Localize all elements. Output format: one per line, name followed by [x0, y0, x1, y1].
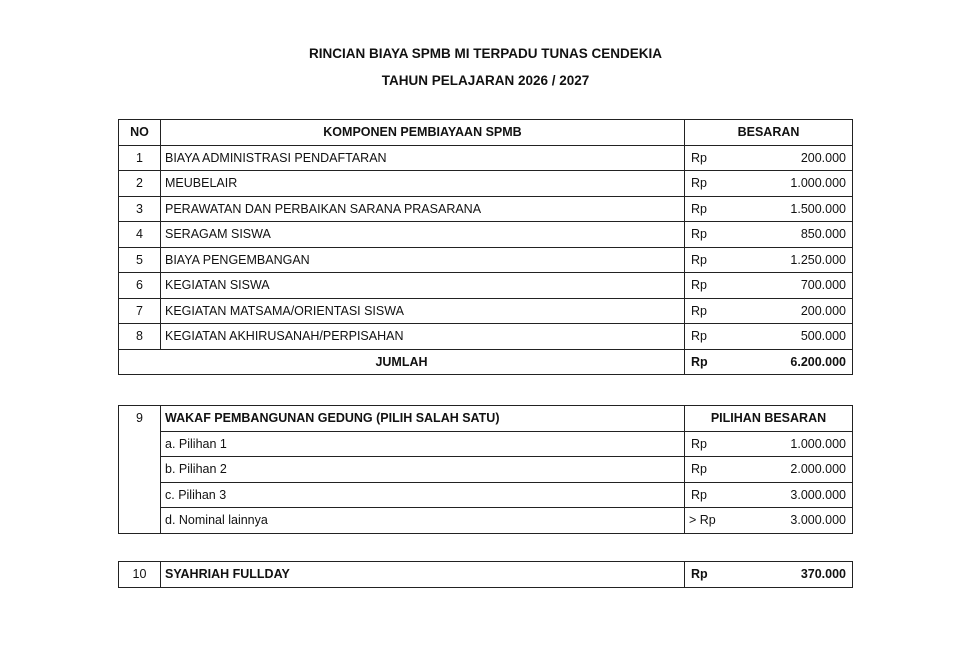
row-component: BIAYA ADMINISTRASI PENDAFTARAN: [161, 145, 685, 171]
option-currency: Rp: [691, 436, 707, 451]
table-row: [119, 171, 853, 197]
row-amount: 1.000.000: [790, 176, 846, 191]
row-component: SERAGAM SISWA: [161, 222, 685, 248]
row-number: 1: [119, 145, 161, 171]
row-currency: Rp: [691, 150, 707, 165]
row-amount-cell: [685, 247, 853, 273]
option-amount: 3.000.000: [790, 513, 846, 528]
row-number: 7: [119, 298, 161, 324]
row-number: 8: [119, 324, 161, 350]
row-amount-cell: [685, 273, 853, 299]
document-title: RINCIAN BIAYA SPMB MI TERPADU TUNAS CENDEKIA: [308, 46, 663, 61]
option-currency: > Rp: [689, 513, 716, 528]
row-number: 3: [119, 196, 161, 222]
row-currency: Rp: [691, 278, 707, 293]
row-amount-cell: [685, 324, 853, 350]
option-amount-cell: [685, 482, 853, 508]
row-amount: 200.000: [800, 150, 846, 165]
row-component: KEGIATAN MATSAMA/ORIENTASI SISWA: [161, 298, 685, 324]
row-currency: Rp: [691, 201, 707, 216]
total-amount: 6.200.000: [790, 354, 846, 369]
cost-components-table: [118, 119, 853, 375]
row-currency: Rp: [691, 303, 707, 318]
option-label: b. Pilihan 2: [161, 457, 685, 483]
wakaf-option-row: [119, 482, 853, 508]
table-row: [119, 273, 853, 299]
total-label: JUMLAH: [119, 349, 685, 375]
row-component: KEGIATAN SISWA: [161, 273, 685, 299]
syahriah-amount-cell: [685, 562, 853, 588]
total-amount-cell: [685, 349, 853, 375]
document-subtitle: TAHUN PELAJARAN 2026 / 2027: [381, 73, 590, 88]
row-amount: 850.000: [800, 227, 846, 242]
option-label: a. Pilihan 1: [161, 431, 685, 457]
column-header-amount: BESARAN: [685, 120, 853, 146]
syahriah-amount: 370.000: [800, 567, 846, 582]
row-currency: Rp: [691, 329, 707, 344]
row-amount-cell: [685, 298, 853, 324]
wakaf-title: WAKAF PEMBANGUNAN GEDUNG (PILIH SALAH SATU): [161, 406, 685, 432]
syahriah-currency: Rp: [691, 567, 708, 582]
row-amount: 1.250.000: [790, 252, 846, 267]
row-amount: 1.500.000: [790, 201, 846, 216]
wakaf-table: [118, 405, 853, 534]
row-component: KEGIATAN AKHIRUSANAH/PERPISAHAN: [161, 324, 685, 350]
table-row: [119, 324, 853, 350]
row-amount-cell: [685, 171, 853, 197]
option-amount-cell: [685, 508, 853, 534]
row-amount-cell: [685, 145, 853, 171]
option-currency: Rp: [691, 487, 707, 502]
row-component: PERAWATAN DAN PERBAIKAN SARANA PRASARANA: [161, 196, 685, 222]
option-label: d. Nominal lainnya: [161, 508, 685, 534]
syahriah-table: [118, 561, 853, 588]
option-amount: 3.000.000: [790, 487, 846, 502]
row-number: 4: [119, 222, 161, 248]
row-currency: Rp: [691, 227, 707, 242]
table-row: [119, 298, 853, 324]
table-row: [119, 247, 853, 273]
option-label: c. Pilihan 3: [161, 482, 685, 508]
table-row: [119, 145, 853, 171]
row-currency: Rp: [691, 252, 707, 267]
option-amount: 1.000.000: [790, 436, 846, 451]
column-header-no: NO: [119, 120, 161, 146]
table-header-row: [119, 120, 853, 146]
column-header-component: KOMPONEN PEMBIAYAAN SPMB: [161, 120, 685, 146]
syahriah-number: 10: [119, 562, 161, 588]
total-row: [119, 349, 853, 375]
row-component: BIAYA PENGEMBANGAN: [161, 247, 685, 273]
wakaf-option-row: [119, 457, 853, 483]
table-row: [119, 222, 853, 248]
row-component: MEUBELAIR: [161, 171, 685, 197]
row-amount-cell: [685, 222, 853, 248]
syahriah-row: [119, 562, 853, 588]
row-number: 5: [119, 247, 161, 273]
option-amount-cell: [685, 431, 853, 457]
option-amount-cell: [685, 457, 853, 483]
option-amount: 2.000.000: [790, 462, 846, 477]
row-number: 2: [119, 171, 161, 197]
row-amount: 700.000: [800, 278, 846, 293]
wakaf-option-row: [119, 431, 853, 457]
wakaf-number: 9: [119, 406, 161, 534]
wakaf-amount-header: PILIHAN BESARAN: [685, 406, 853, 432]
row-amount: 200.000: [800, 303, 846, 318]
row-currency: Rp: [691, 176, 707, 191]
syahriah-label: SYAHRIAH FULLDAY: [161, 562, 685, 588]
wakaf-header-row: [119, 406, 853, 432]
table-row: [119, 196, 853, 222]
row-amount-cell: [685, 196, 853, 222]
row-amount: 500.000: [800, 329, 846, 344]
row-number: 6: [119, 273, 161, 299]
wakaf-option-row: [119, 508, 853, 534]
option-currency: Rp: [691, 462, 707, 477]
total-currency: Rp: [691, 354, 708, 369]
